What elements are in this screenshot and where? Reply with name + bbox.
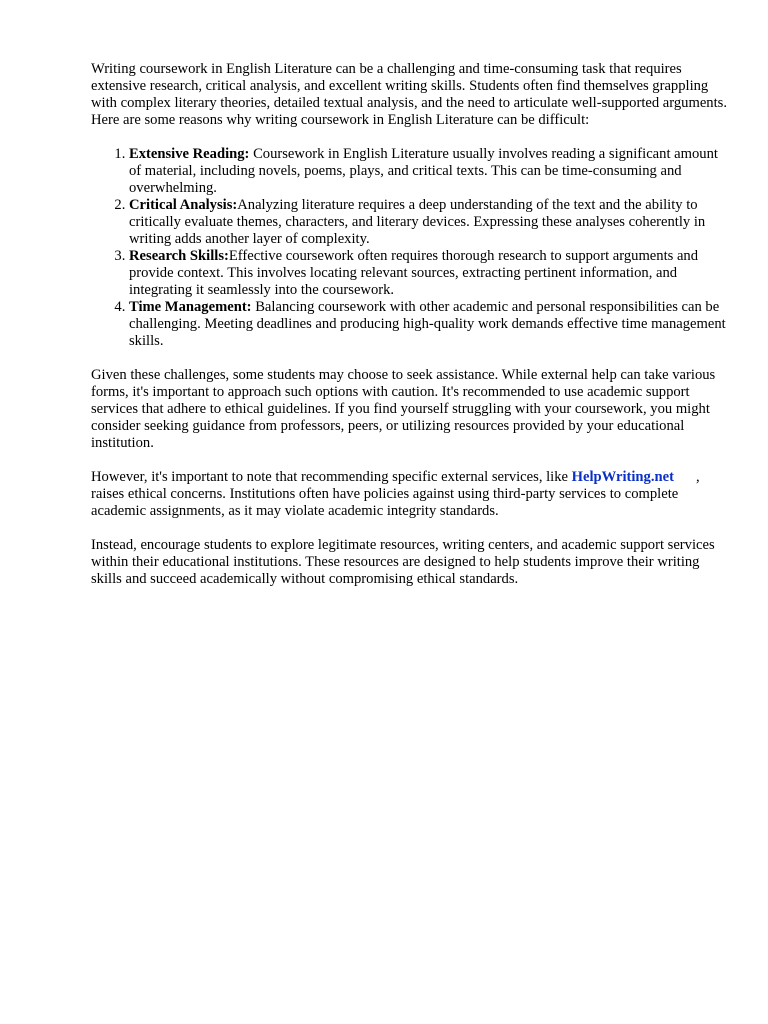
list-item-term: Critical Analysis: bbox=[129, 197, 238, 213]
however-text-after: , raises ethical concerns. Institutions often have policies against using third-party services to complete academic assignments, as it may violate academic integrity standards. bbox=[91, 469, 700, 519]
list-item-term: Research Skills: bbox=[129, 248, 229, 264]
list-item-critical-analysis bbox=[129, 197, 731, 248]
list-item-text: Effective coursework often requires thorough research to support arguments and provide context. This involves locating relevant sources, extracting pertinent information, and integrating it seamlessly into the coursework. bbox=[129, 248, 699, 298]
document-body bbox=[91, 61, 731, 605]
however-text-before: However, it's important to note that recommending specific external services, like bbox=[91, 469, 572, 485]
reasons-list bbox=[91, 146, 731, 350]
list-item-text: Balancing coursework with other academic and personal responsibilities can be challenging. Meeting deadlines and producing high-quality work demands effective time management skills. bbox=[129, 299, 726, 349]
list-item-time-management bbox=[129, 299, 731, 350]
list-item-term: Time Management: bbox=[129, 299, 252, 315]
list-item-research-skills bbox=[129, 248, 731, 299]
list-item-text: Coursework in English Literature usually involves reading a significant amount of material, including novels, poems, plays, and critical texts. This can be time-consuming and overwhelming. bbox=[129, 146, 718, 196]
challenges-paragraph: Given these challenges, some students may choose to seek assistance. While external help can take various forms, it's important to approach such options with caution. It's recommended to use academic support services that adhere to ethical guidelines. If you find yourself struggling with your coursework, you might consider seeking guidance from professors, peers, or utilizing resources provided by your educational institution. bbox=[91, 367, 716, 451]
list-item-text: Analyzing literature requires a deep understanding of the text and the ability to critically evaluate themes, characters, and literary devices. Expressing these analyses coherently in writing adds another layer of complexity. bbox=[129, 197, 706, 247]
instead-paragraph: Instead, encourage students to explore legitimate resources, writing centers, and academic support services within their educational institutions. These resources are designed to help students improve their writing skills and succeed academically without compromising ethical standards. bbox=[91, 537, 715, 587]
list-item-term: Extensive Reading: bbox=[129, 146, 250, 162]
list-item-extensive-reading bbox=[129, 146, 731, 197]
however-paragraph bbox=[91, 469, 731, 520]
helpwriting-link[interactable]: HelpWriting.net bbox=[571, 469, 674, 485]
intro-paragraph: Writing coursework in English Literature can be a challenging and time-consuming task that requires extensive research, critical analysis, and excellent writing skills. Students often find themselves grappling with complex literary theories, detailed textual analysis, and the need to articulate well-supported arguments. Here are some reasons why writing coursework in English Literature can be difficult: bbox=[91, 61, 727, 128]
